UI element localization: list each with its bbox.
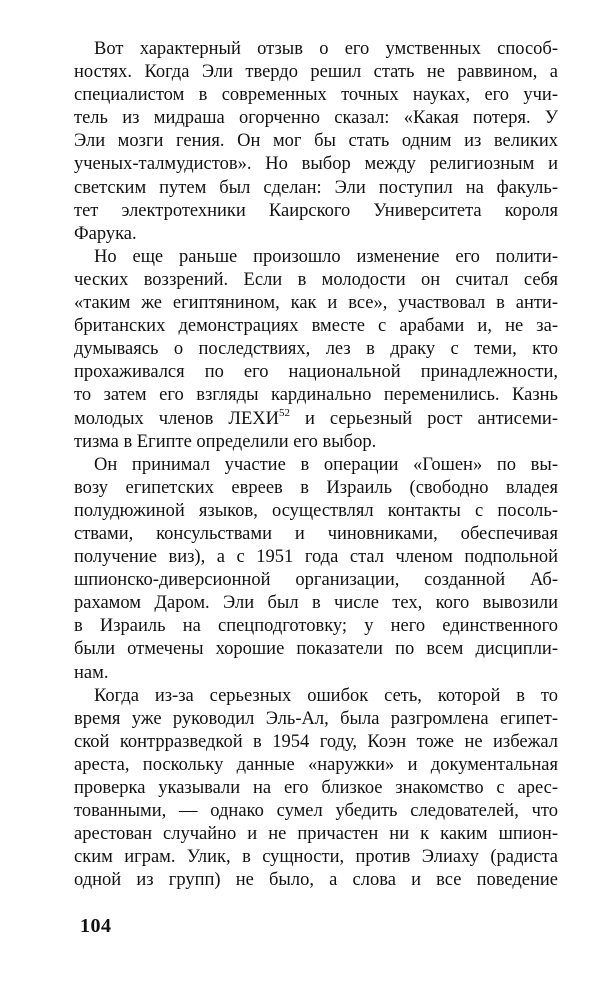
paragraph-3	[74, 454, 558, 685]
text-line: шпионско-диверсионной организации, созданной Аб-	[74, 570, 558, 591]
paragraph-1	[74, 38, 558, 246]
text-line: ским играм. Улик, в сущности, против Элиаху (радиста	[74, 847, 558, 868]
page-number: 104	[80, 915, 112, 937]
text-line: тизма в Египте определили его выбор.	[74, 431, 377, 452]
text-line: одной из групп) не было, а слова и все поведение	[74, 870, 558, 891]
text-segment: молодых членов ЛЕХИ	[74, 408, 279, 429]
text-line: прохаживался по его национальной принадлежности,	[74, 362, 558, 383]
text-line: ностях. Когда Эли твердо решил стать не раввином, а	[74, 62, 558, 83]
text-line: время уже руководил Эль-Ал, была разгромлена египет-	[74, 708, 558, 729]
text-segment: и серьезный рост антисеми-	[289, 408, 558, 429]
paragraph-4	[74, 685, 558, 893]
text-line: тель из мидраша огорченно сказал: «Какая потеря. У	[74, 108, 558, 129]
text-line-with-footnote	[74, 408, 558, 431]
text-line: рахамом Даром. Эли был в числе тех, кого вывозили	[74, 593, 558, 614]
text-line: получение виз), а с 1951 года стал членом подпольной	[74, 547, 558, 568]
text-line: Эли мозги гения. Он мог бы стать одним из великих	[74, 131, 558, 152]
footnote-marker: 52	[278, 407, 290, 419]
text-line: «таким же египтянином, как и все», участвовал в анти-	[74, 293, 558, 314]
text-line: ческих воззрений. Если в молодости он считал себя	[74, 269, 558, 290]
text-line: нам.	[74, 662, 109, 683]
text-line: британских демонстрациях вместе с арабами и, не за-	[74, 316, 558, 337]
text-line: возу египетских евреев в Израиль (свободно владея	[74, 477, 558, 498]
text-line: тет электротехники Каирского Университета короля	[74, 200, 558, 221]
text-line: Но еще раньше произошло изменение его полити-	[94, 246, 558, 267]
paragraph-2	[74, 246, 558, 454]
text-line: Он принимал участие в операции «Гошен» по вы-	[94, 454, 558, 475]
text-line: Вот характерный отзыв о его умственных способ-	[94, 39, 558, 59]
text-line: ской контрразведкой в 1954 году, Коэн тоже не избежал	[74, 731, 558, 752]
text-line: ученых-талмудистов». Но выбор между религиозным и	[74, 154, 558, 175]
text-line: тованными, — однако сумел убедить следователей, что	[74, 801, 558, 822]
text-line: арестован случайно и не причастен ни к каким шпион-	[74, 824, 558, 845]
body-text	[74, 38, 558, 892]
text-line: были отмечены хорошие показатели по всем дисципли-	[74, 639, 558, 660]
text-line: специалистом в современных точных науках, его учи-	[74, 85, 558, 106]
text-line: думываясь о последствиях, лез в драку с теми, кто	[74, 339, 558, 360]
text-line: проверка указывали на его близкое знакомство с арес-	[74, 778, 558, 798]
text-line: в Израиль на спецподготовку; у него единственного	[74, 616, 558, 637]
text-line: Когда из-за серьезных ошибок сеть, которой в то	[94, 685, 558, 706]
text-line: ствами, консульствами и чиновниками, обеспечивая	[74, 523, 558, 544]
text-line: то затем его взгляды кардинально переменились. Казнь	[74, 385, 558, 406]
text-line: полудюжиной языков, осуществлял контакты с посоль-	[74, 500, 558, 521]
text-line: ареста, поскольку данные «наружки» и документальная	[74, 754, 558, 775]
text-line: Фарука.	[74, 223, 137, 244]
text-line: светским путем был сделан: Эли поступил на факуль-	[74, 177, 558, 198]
